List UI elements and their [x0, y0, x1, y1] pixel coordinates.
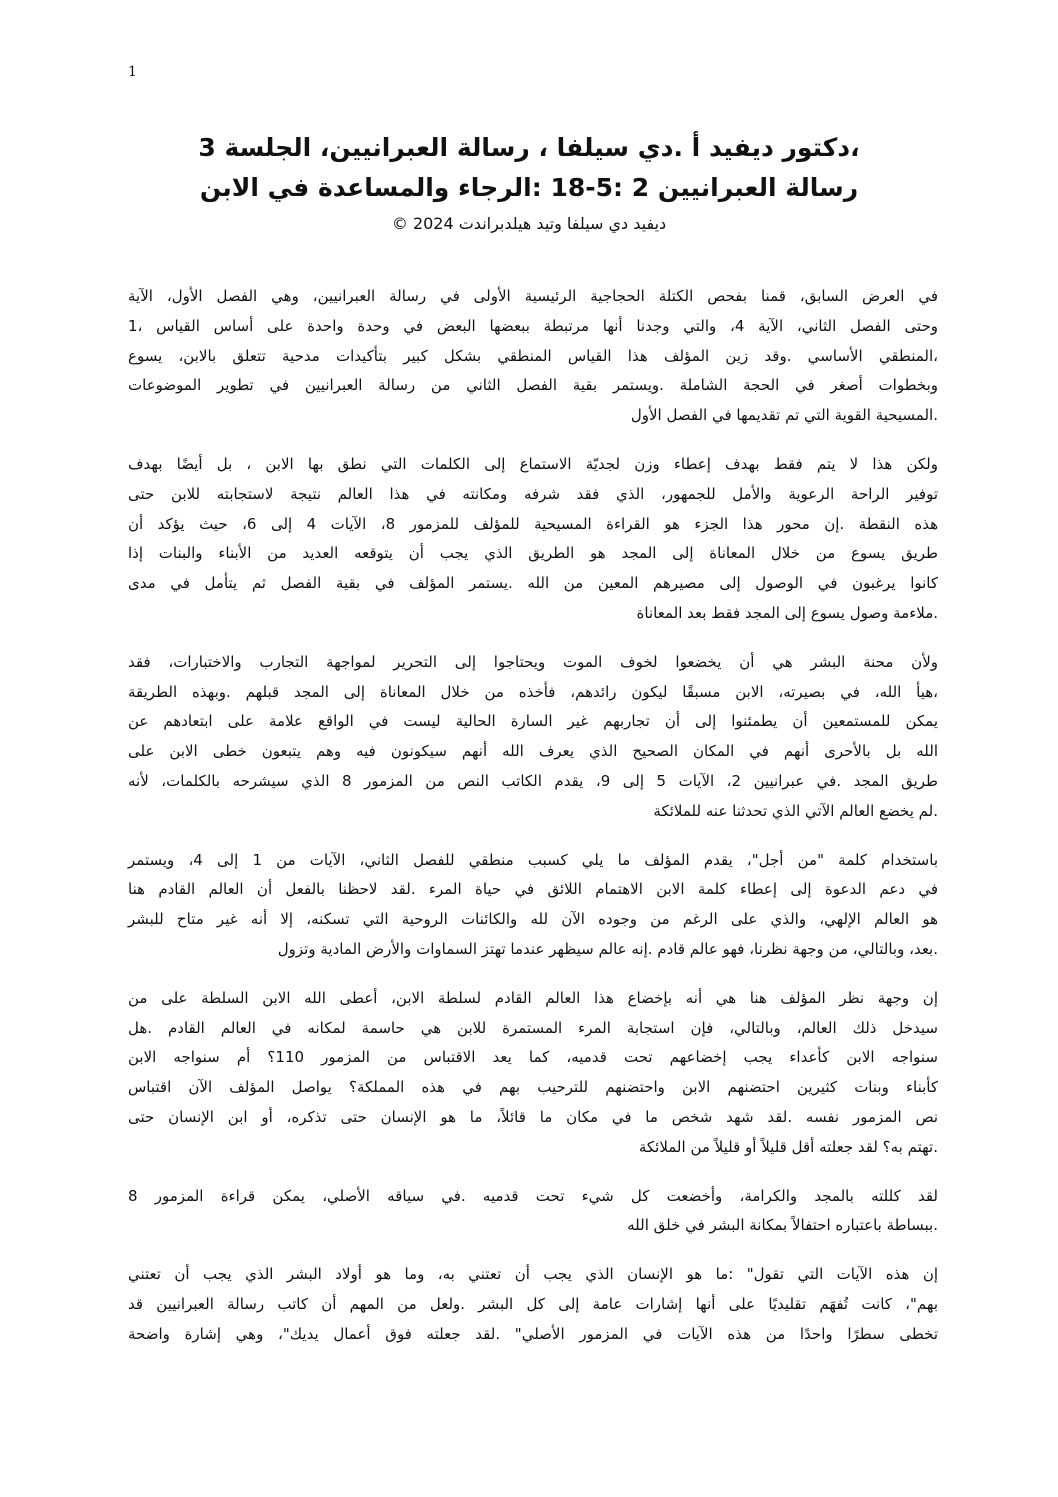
text-line: في دعم الدعوة إلى إعطاء كلمة الابن الاهتمام اللائق في حياة المرء .لقد لاحظنا بالفعل أن العالم القادم هنا — [128, 880, 938, 899]
text-line: إن وجهة نظر المؤلف هنا هي أنه بإخضاع هذا العالم القادم لسلطة الابن، أعطى الله الابن السلطة على من — [128, 988, 938, 1007]
text-line: .المسيحية القوية التي تم تقديمها في الفصل الأول — [630, 406, 938, 425]
text-line: .ملاءمة وصول يسوع إلى المجد فقط بعد المعاناة — [636, 603, 938, 622]
document-title-line-2: رسالة العبرانيين 2 :5-18 :الرجاء والمساعدة في الابن — [199, 173, 859, 202]
document-title-line-1: ،دكتور ديفيد أ .دي سيلفا ، رسالة العبرانيين، الجلسة 3 — [198, 133, 860, 162]
text-line: في العرض السابق، قمنا بفحص الكتلة الحجاجية الرئيسية الأولى في رسالة العبرانيين، وهي الفصل الأول، الآية — [128, 287, 938, 305]
text-line: الله بل بالأحرى أنهم في المكان الصحيح الذي يعرف الله أنهم سيكونون فيه وهم يتبعون خطى الابن على — [128, 742, 938, 761]
text-line: لقد كللته بالمجد والكرامة، وأخضعت كل شيء تحت قدميه .في سياقه الأصلي، يمكن قراءة المزمور 8 — [128, 1186, 938, 1205]
text-line: كأبناء وبنات كثيرين احتضنهم الابن واحتضنهم للترحيب بهم في هذه المملكة؟ يواصل المؤلف الآن اقتباس — [128, 1078, 938, 1097]
text-line: إن هذه الآيات التي تقول" :ما هو الإنسان الذي يجب أن تعتني به، وما هو أولاد البشر الذي يجب أن تعتني — [128, 1265, 938, 1284]
paragraph — [128, 1182, 938, 1242]
text-line: كانوا يرغبون في الوصول إلى مصيرهم المعين من الله .يستمر المؤلف في بقية الفصل ثم يتأمل في مدى — [128, 574, 938, 593]
text-line: طريق يسوع من خلال المعاناة إلى المجد هو الطريق الذي يجب أن يتوقعه العديد من الأبناء والبنات إذا — [128, 544, 938, 563]
text-line: بهم"، كانت تُفهَم تقليديًا على أنها إشارات عامة إلى كل البشر .ولعل من المهم أن كاتب رسالة العبرانيين قد — [128, 1294, 938, 1313]
document-body — [128, 282, 938, 1369]
text-line: .تهتم به؟ لقد جعلته أقل قليلاً أو قليلاً من الملائكة — [638, 1137, 938, 1156]
text-line: توفير الراحة الرعوية والأمل للجمهور، الذي فقد شرفه ومكانته في هذا العالم نتيجة لاستجابته للابن حتى — [128, 484, 938, 503]
text-line: .لم يخضع العالم الآتي الذي تحدثنا عنه للملائكة — [653, 801, 938, 820]
paragraph — [128, 984, 938, 1163]
paragraph — [128, 846, 938, 965]
text-line: هو العالم الإلهي، والذي على الرغم من وجوده الآن لله والكائنات الروحية التي تسكنه، إلا أنه غير متاح للبشر — [128, 910, 938, 929]
paragraph — [128, 1260, 938, 1349]
paragraph — [128, 450, 938, 629]
text-line: .ببساطة باعتباره احتفالاً بمكانة البشر في خلق الله — [627, 1216, 938, 1235]
page-number: 1 — [128, 64, 137, 80]
text-line: ولكن هذا لا يتم فقط بهدف إعطاء وزن لجديّة الاستماع إلى الكلمات التي نطق بها الابن ، بل أيضًا بهدف — [128, 454, 938, 473]
text-line: هذه النقطة .إن محور هذا الجزء هو القراءة المسيحية للمؤلف للمزمور 8، الآيات 4 إلى 6، حيث يؤكد أن — [128, 514, 938, 533]
text-line: باستخدام كلمة "من أجل"، يقدم المؤلف ما يلي كسبب منطقي للفصل الثاني، الآيات من 1 إلى 4، ويستمر — [128, 850, 938, 869]
text-line: وبخطوات أصغر في الحجة الشاملة .ويستمر بقية الفصل الثاني من رسالة العبرانيين في تطوير الموضوعات — [128, 376, 938, 395]
author-copyright: ديفيد دي سيلفا وتيد هيلدبراندت 2024 © — [391, 214, 667, 233]
text-line: سيدخل ذلك العالم، وبالتالي، فإن استجابة المرء المستمرة للابن هي حاسمة لمكانه في العالم القادم .هل — [128, 1018, 938, 1037]
text-line: سنواجه الابن كأعداء يجب إخضاعهم تحت قدميه، كما يعد الاقتباس من المزمور 110؟ أم سنواجه الابن — [128, 1048, 938, 1067]
text-line: ولأن محنة البشر هي أن يخضعوا لخوف الموت ويحتاجوا إلى التحرير لمواجهة التجارب والاختبارات، فقد — [128, 652, 938, 671]
text-line: يمكن للمستمعين أن يطمئنوا إلى أن تجاربهم غير السارة الحالية ليست في الواقع علامة على ابتعادهم عن — [128, 712, 938, 731]
text-line: تخطى سطرًا واحدًا من هذه الآيات في المزمور الأصلي" .لقد جعلته فوق أعمال يديك"، وهي إشارة واضحة — [128, 1324, 938, 1343]
text-line: طريق المجد .في عبرانيين 2، الآيات 5 إلى 9، يقدم الكاتب النص من المزمور 8 الذي سيشرحه بالكلمات، لأنه — [128, 771, 938, 790]
text-line: ،المنطقي الأساسي .وقد زين المؤلف هذا القياس المنطقي بشكل كبير بتأكيدات مدحية تتعلق بالابن، يسوع — [128, 346, 938, 365]
text-line: نص المزمور نفسه .لقد شهد شخص ما في مكان ما قائلاً، ما هو الإنسان حتى تذكره، أو ابن الإنسان حتى — [128, 1107, 938, 1126]
paragraph — [128, 648, 938, 827]
text-line: وحتى الفصل الثاني، الآية 4، والتي وجدنا أنها مرتبطة ببعضها البعض في وحدة واحدة على أساس القياس ،1 — [128, 316, 938, 335]
paragraph — [128, 282, 938, 431]
document-header — [100, 128, 958, 238]
text-line: ،هيأ الله، في بصيرته، الابن مسبقًا ليكون رائدهم، فأخذه من خلال المعاناة إلى المجد قبلهم .وبهذه الطريقة — [128, 682, 938, 701]
text-line: .بعد، وبالتالي، من وجهة نظرنا، فهو عالم قادم .إنه عالم سيظهر عندما تهتز السماوات والأرض المادية وتزول — [277, 939, 938, 958]
